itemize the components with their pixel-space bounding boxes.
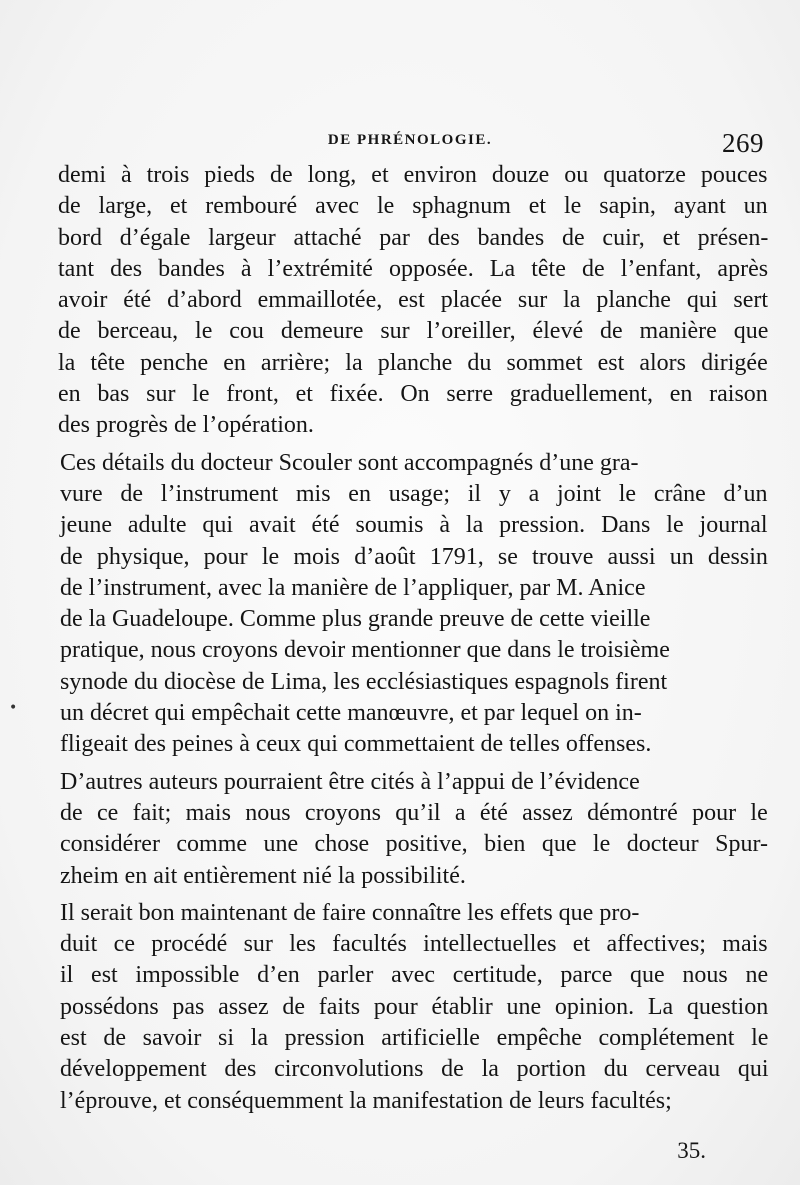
- text-line: des progrès de l’opération.: [58, 412, 314, 439]
- text-line: de large, et rembouré avec le sphagnum et le sapin, ayant un: [58, 193, 768, 220]
- paragraph-3: [58, 767, 768, 892]
- text-line: possédons pas assez de faits pour établir une opinion. La question: [60, 993, 769, 1020]
- text-line: en bas sur le front, et fixée. On serre graduellement, en raison: [58, 381, 768, 408]
- text-line: de l’instrument, avec la manière de l’appliquer, par M. Anice: [60, 574, 646, 601]
- body-text: [58, 160, 768, 1123]
- margin-dot: •: [9, 700, 18, 716]
- text-line: l’éprouve, et conséquemment la manifestation de leurs facultés;: [60, 1087, 672, 1114]
- text-line: de physique, pour le mois d’août 1791, se trouve aussi un dessin: [60, 543, 768, 570]
- text-line: pratique, nous croyons devoir mentionner que dans le troisième: [60, 637, 670, 664]
- text-line: un décret qui empêchait cette manœuvre, et par lequel on in-: [60, 700, 642, 727]
- text-line: est de savoir si la pression artificielle empêche complétement le: [60, 1025, 769, 1052]
- text-line: la tête penche en arrière; la planche du sommet est alors dirigée: [58, 349, 768, 376]
- text-line: bord d’égale largeur attaché par des bandes de cuir, et présen-: [58, 224, 769, 251]
- text-line: duit ce procédé sur les facultés intellectuelles et affectives; mais: [60, 931, 768, 958]
- text-line: il est impossible d’en parler avec certitude, parce que nous ne: [60, 962, 769, 989]
- text-line: jeune adulte qui avait été soumis à la pression. Dans le journal: [60, 512, 768, 539]
- running-title: DE PHRÉNOLOGIE.: [327, 132, 493, 148]
- text-line: Ces détails du docteur Scouler sont accompagnés d’une gra-: [60, 449, 639, 476]
- text-line: fligeait des peines à ceux qui commettaient de telles offenses.: [60, 731, 652, 758]
- text-line: demi à trois pieds de long, et environ douze ou quatorze pouces: [58, 162, 768, 188]
- text-line: de berceau, le cou demeure sur l’oreiller, élevé de manière que: [58, 318, 769, 345]
- text-line: zheim en ait entièrement nié la possibilité.: [60, 862, 466, 889]
- page-number: 269: [722, 128, 764, 158]
- text-line: développement des circonvolutions de la portion du cerveau qui: [60, 1056, 769, 1083]
- text-line: D’autres auteurs pourraient être cités à l’appui de l’évidence: [60, 768, 640, 795]
- paragraph-1: [58, 160, 768, 442]
- text-line: avoir été d’abord emmaillotée, est placée sur la planche qui sert: [58, 287, 769, 314]
- text-line: de la Guadeloupe. Comme plus grande preuve de cette vieille: [60, 606, 651, 633]
- paragraph-4: [58, 898, 768, 1117]
- paragraph-2: [58, 448, 768, 761]
- text-line: de ce fait; mais nous croyons qu’il a été assez démontré pour le: [60, 799, 768, 826]
- text-line: vure de l’instrument mis en usage; il y a joint le crâne d’un: [60, 480, 768, 507]
- text-line: Il serait bon maintenant de faire connaître les effets que pro-: [60, 899, 640, 926]
- text-line: tant des bandes à l’extrémité opposée. La tête de l’enfant, après: [58, 255, 769, 282]
- text-line: considérer comme une chose positive, bien que le docteur Spur-: [60, 831, 768, 858]
- text-line: synode du diocèse de Lima, les ecclésiastiques espagnols firent: [60, 668, 668, 695]
- signature-mark: 35.: [677, 1138, 706, 1163]
